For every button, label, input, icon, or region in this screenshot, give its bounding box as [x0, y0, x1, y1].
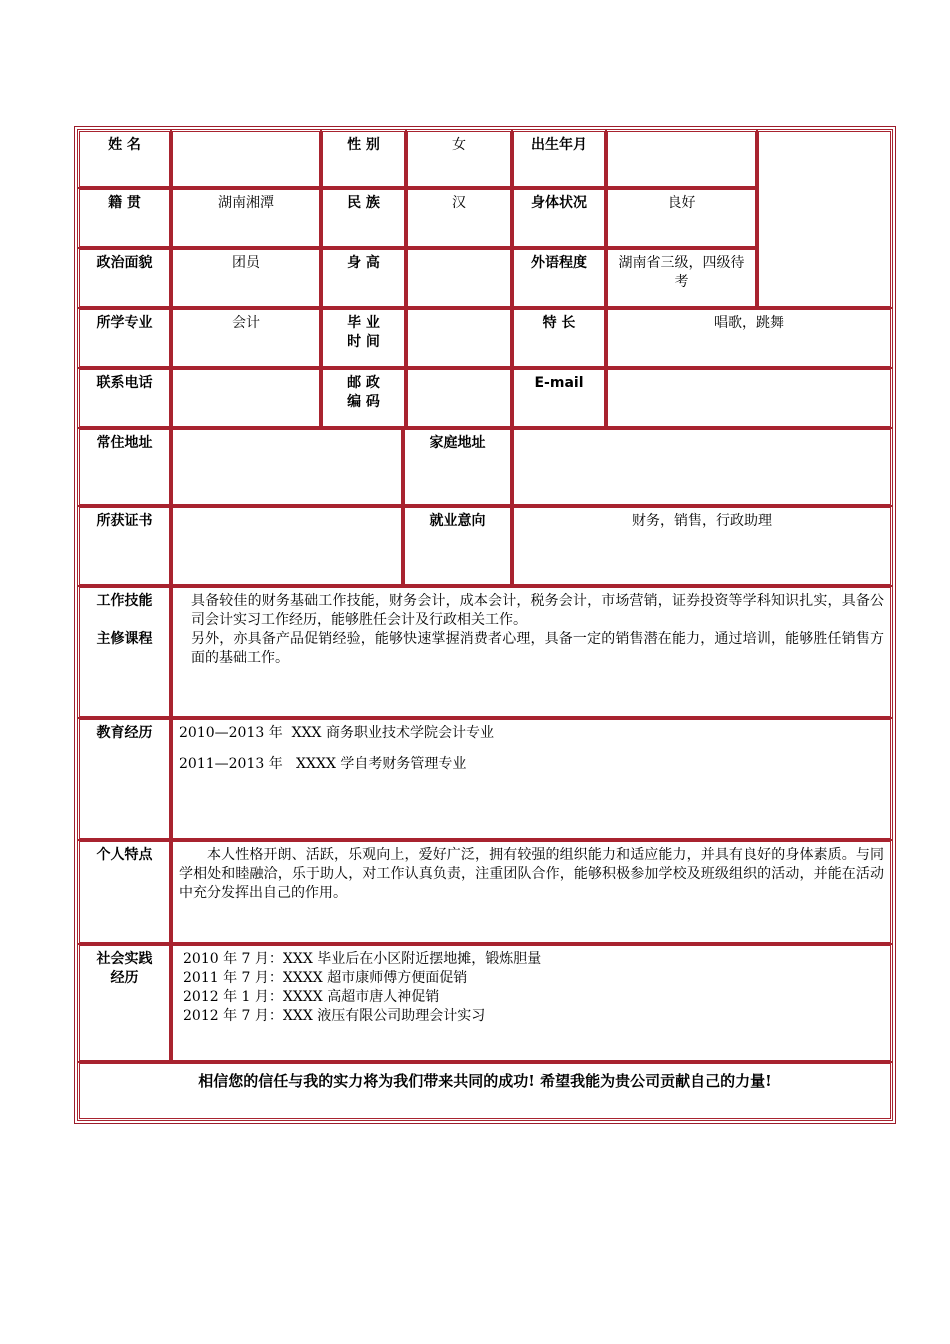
photo-box [756, 129, 893, 309]
practice-item: 2010 年 7 月：XXX 毕业后在小区附近摆地摊，锻炼胆量 [183, 951, 542, 967]
home-address-value [511, 427, 893, 507]
phone-label: 联系电话 [77, 367, 172, 429]
job-intent-label: 就业意向 [402, 505, 513, 587]
practice-content [170, 943, 893, 1063]
education-label: 教育经历 [77, 717, 172, 841]
name-label: 姓 名 [77, 129, 172, 189]
closing-statement: 相信您的信任与我的实力将为我们带来共同的成功! 希望我能为贵公司贡献自己的力量! [77, 1061, 893, 1121]
practice-item: 2012 年 1 月：XXXX 高超市唐人神促销 [183, 989, 440, 1005]
major-label: 所学专业 [77, 307, 172, 369]
email-value [605, 367, 893, 429]
ethnic-label: 民 族 [320, 187, 407, 249]
certificate-label: 所获证书 [77, 505, 172, 587]
courses-label: 主修课程 [96, 631, 153, 647]
address-value [170, 427, 404, 507]
personal-traits-label: 个人特点 [77, 839, 172, 945]
graduation-label: 毕 业 时 间 [320, 307, 407, 369]
language-label: 外语程度 [511, 247, 607, 309]
major-value: 会计 [170, 307, 322, 369]
skills-content [170, 585, 893, 719]
postcode-label: 邮 政 编 码 [320, 367, 407, 429]
specialty-value: 唱歌，跳舞 [605, 307, 893, 369]
work-skills-label: 工作技能 [96, 593, 153, 609]
political-value: 团员 [170, 247, 322, 309]
skills-paragraph-2: 另外，亦具备产品促销经验，能够快速掌握消费者心理，具备一定的销售潜在能力，通过培训，能够胜任销售方面的基础工作。 [191, 631, 884, 666]
home-address-label: 家庭地址 [402, 427, 513, 507]
postcode-value [405, 367, 513, 429]
skills-paragraph-1: 具备较佳的财务基础工作技能，财务会计，成本会计，税务会计，市场营销，证券投资等学科知识扎实，具备公司会计实习工作经历，能够胜任会计及行政相关工作。 [191, 593, 884, 628]
personal-traits-text: 本人性格开朗、活跃，乐观向上，爱好广泛，拥有较强的组织能力和适应能力，并具有良好的身体素质。与同学相处和睦融洽，乐于助人，对工作认真负责，注重团队合作，能够积极参加学校及班级组织的活动，并能在活动中充分发挥出自己的作用。 [179, 847, 884, 901]
education-item: 2010—2013 年 XXX 商务职业技术学院会计专业 [179, 725, 494, 741]
health-label: 身体状况 [511, 187, 607, 249]
health-value: 良好 [605, 187, 758, 249]
practice-item: 2012 年 7 月：XXX 液压有限公司助理会计实习 [183, 1008, 486, 1024]
job-intent-value: 财务，销售，行政助理 [511, 505, 893, 587]
birth-label: 出生年月 [511, 129, 607, 189]
height-value [405, 247, 513, 309]
specialty-label: 特 长 [511, 307, 607, 369]
height-label: 身 高 [320, 247, 407, 309]
native-value: 湖南湘潭 [170, 187, 322, 249]
certificate-value [170, 505, 404, 587]
ethnic-value: 汉 [405, 187, 513, 249]
address-label: 常住地址 [77, 427, 172, 507]
political-label: 政治面貌 [77, 247, 172, 309]
name-value [170, 129, 322, 189]
birth-value [605, 129, 758, 189]
skills-label [77, 585, 172, 719]
education-item: 2011—2013 年 XXXX 学自考财务管理专业 [179, 756, 467, 772]
gender-value: 女 [405, 129, 513, 189]
native-label: 籍 贯 [77, 187, 172, 249]
phone-value [170, 367, 322, 429]
language-value: 湖南省三级，四级待考 [605, 247, 758, 309]
graduation-value [405, 307, 513, 369]
personal-traits-content [170, 839, 893, 945]
gender-label: 性 别 [320, 129, 407, 189]
education-content [170, 717, 893, 841]
resume-form [74, 126, 896, 1124]
practice-item: 2011 年 7 月：XXXX 超市康师傅方便面促销 [183, 970, 468, 986]
email-label: E-mail [511, 367, 607, 429]
practice-label: 社会实践 经历 [77, 943, 172, 1063]
